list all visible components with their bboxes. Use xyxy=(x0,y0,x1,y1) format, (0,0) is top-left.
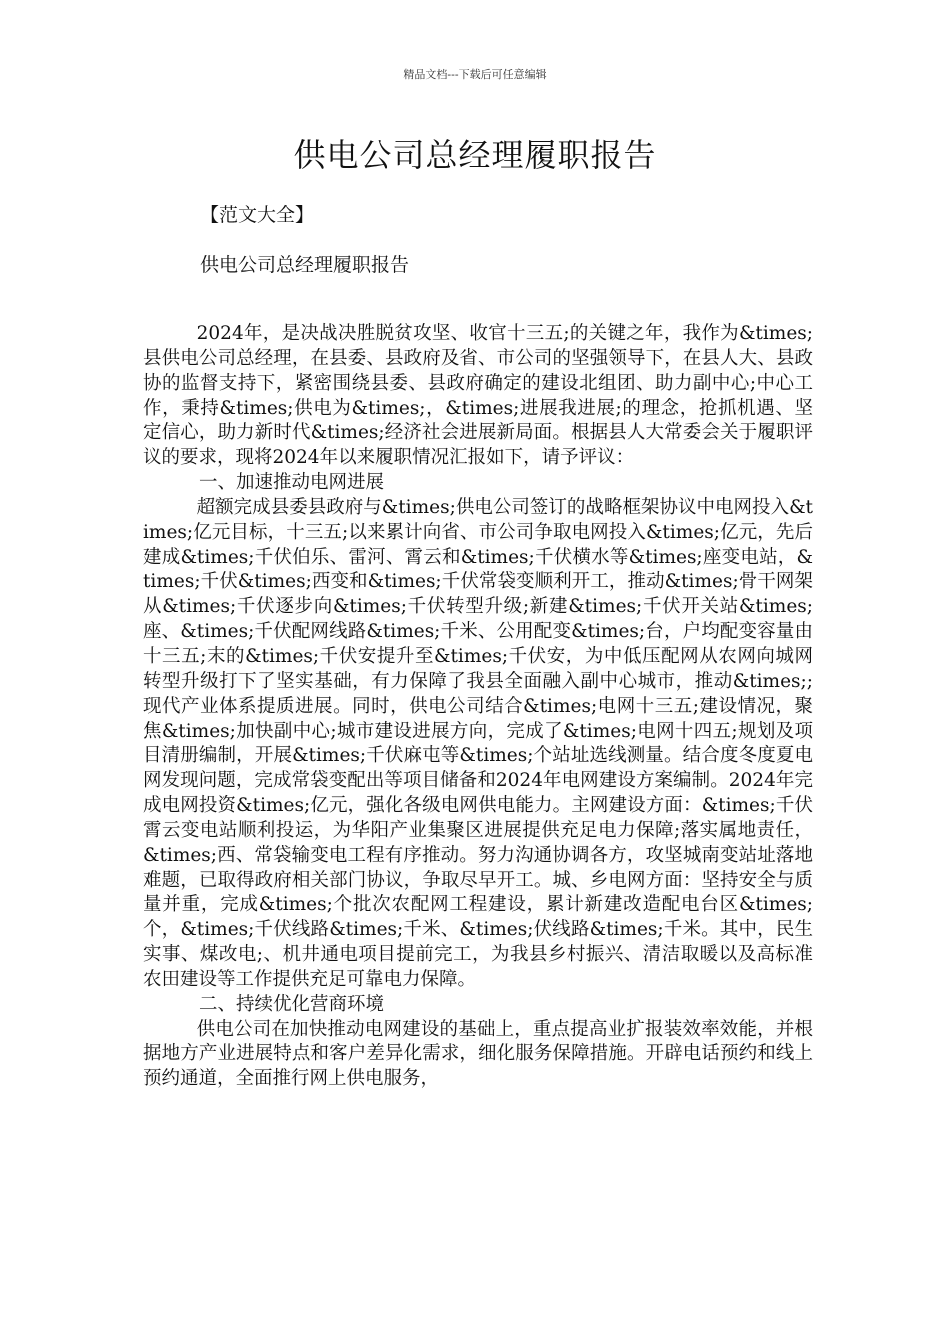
section-paragraph-1: 超额完成县委县政府与&times;供电公司签订的战略框架协议中电网投入&times;亿元目标，十三五;以来累计向省、市公司争取电网投入&times;亿元，先后建成&times;千伏伯乐、雷河、霄云和&times;千伏横水等&times;座变电站，&times;千伏&times;西变和&times;千伏常袋变顺利开工，推动&times;骨干网架从&times;千伏逐步向&times;千伏转型升级;新建&times;千伏开关站&times;座、&times;千伏配网线路&times;千米、公用配变&times;台，户均配变容量由十三五;末的&times;千伏安提升至&times;千伏安，为中低压配网从农网向城网转型升级打下了坚实基础，有力保障了我县全面融入副中心城市，推动&times;;现代产业体系提质进展。同时，供电公司结合&times;电网十三五;建设情况，聚焦&times;加快副中心;城市建设进展方向，完成了&times;电网十四五;规划及项目清册编制，开展&times;千伏麻屯等&times;个站址选线测量。结合度冬度夏电网发现问题，完成常袋变配出等项目储备和2024年电网建设方案编制。2024年完成电网投资&times;亿元，强化各级电网供电能力。主网建设方面：&times;千伏霄云变电站顺利投运，为华阳产业集聚区进展提供充足电力保障;落实属地责任，&times;西、常袋输变电工程有序推动。努力沟通协调各方，攻坚城南变站址落地难题，已取得政府相关部门协议，争取尽早开工。城、乡电网方面：坚持安全与质量并重，完成&times;个批次农配网工程建设，累计新建改造配电台区&times;个，&times;千伏线路&times;千米、&times;伏线路&times;千米。其中，民生实事、煤改电;、机井通电项目提前完工，为我县乡村振兴、清洁取暖以及高标准农田建设等工作提供充足可靠电力保障。 xyxy=(143,496,813,990)
section-paragraph-2: 供电公司在加快推动电网建设的基础上，重点提高业扩报装效率效能，并根据地方产业进展特点和客户差异化需求，细化服务保障措施。开辟电话预约和线上预约通道，全面推行网上供电服务， xyxy=(143,1018,813,1090)
page-header-note: 精品文档---下载后可任意编辑 xyxy=(403,68,547,81)
document-subtitle: 供电公司总经理履职报告 xyxy=(200,254,410,276)
section-heading-2: 二、持续优化营商环境 xyxy=(199,993,385,1015)
document-title: 供电公司总经理履职报告 xyxy=(293,136,657,174)
intro-paragraph: 2024年，是决战决胜脱贫攻坚、收官十三五;的关键之年，我作为&times;县供电公司总经理，在县委、县政府及省、市公司的坚强领导下，在县人大、县政协的监督支持下，紧密围绕县委、县政府确定的建设北组团、助力副中心;中心工作，秉持&times;供电为&times;，&times;进展我进展;的理念，抢抓机遇、坚定信心，助力新时代&times;经济社会进展新局面。根据县人大常委会关于履职评议的要求，现将2024年以来履职情况汇报如下，请予评议： xyxy=(143,323,813,469)
section-heading-1: 一、加速推动电网进展 xyxy=(199,472,385,494)
document-body xyxy=(143,322,813,1092)
category-tag: 【范文大全】 xyxy=(200,204,315,226)
